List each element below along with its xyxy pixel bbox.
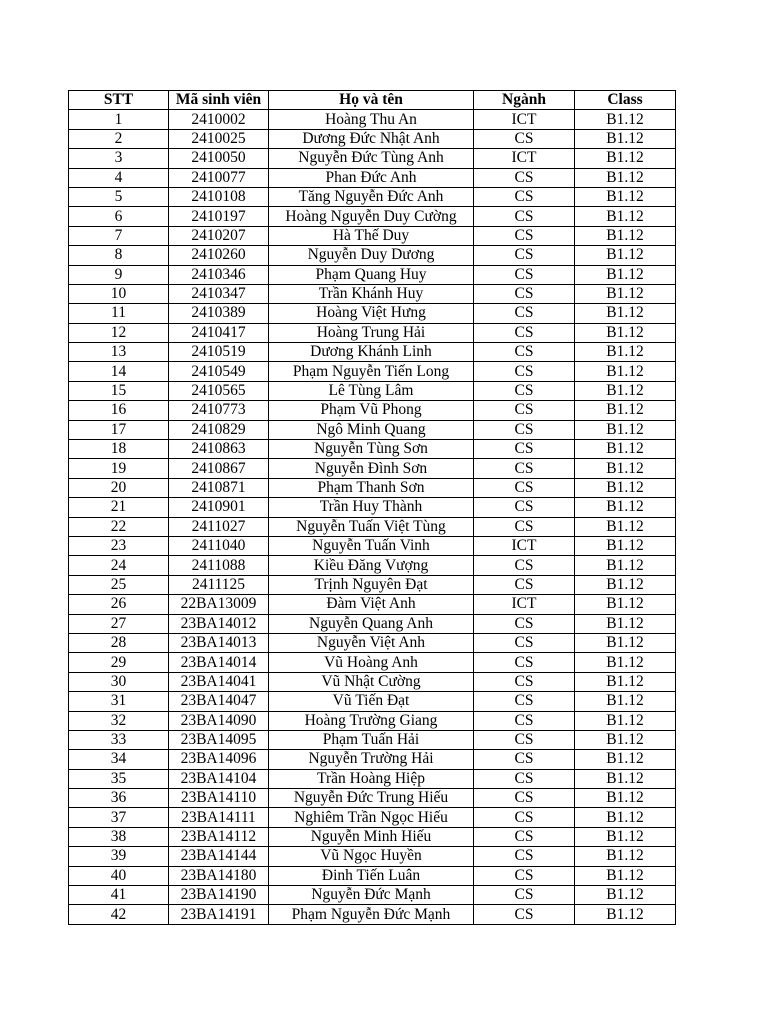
- cell-stt: 19: [69, 459, 169, 478]
- cell-stt: 14: [69, 362, 169, 381]
- table-row: [69, 478, 676, 497]
- table-row: [69, 304, 676, 323]
- cell-student-id: 2410108: [169, 187, 269, 206]
- cell-stt: 25: [69, 575, 169, 594]
- cell-student-id: 2410207: [169, 226, 269, 245]
- cell-full-name: Tăng Nguyễn Đức Anh: [269, 187, 474, 206]
- cell-student-id: 23BA14190: [169, 886, 269, 905]
- cell-major: ICT: [474, 149, 575, 168]
- cell-student-id: 23BA14041: [169, 672, 269, 691]
- cell-student-id: 2410002: [169, 110, 269, 129]
- cell-class: B1.12: [575, 692, 676, 711]
- cell-class: B1.12: [575, 536, 676, 555]
- cell-major: CS: [474, 265, 575, 284]
- cell-student-id: 23BA14014: [169, 653, 269, 672]
- cell-stt: 12: [69, 323, 169, 342]
- cell-full-name: Nguyễn Minh Hiếu: [269, 827, 474, 846]
- cell-major: CS: [474, 692, 575, 711]
- cell-major: CS: [474, 440, 575, 459]
- cell-major: CS: [474, 556, 575, 575]
- table-row: [69, 129, 676, 148]
- table-row: [69, 556, 676, 575]
- cell-student-id: 23BA14111: [169, 808, 269, 827]
- cell-class: B1.12: [575, 149, 676, 168]
- cell-student-id: 23BA14191: [169, 905, 269, 924]
- cell-student-id: 2410549: [169, 362, 269, 381]
- cell-full-name: Nguyễn Quang Anh: [269, 614, 474, 633]
- cell-class: B1.12: [575, 362, 676, 381]
- cell-student-id: 2410773: [169, 401, 269, 420]
- cell-full-name: Ngô Minh Quang: [269, 420, 474, 439]
- cell-major: CS: [474, 808, 575, 827]
- table-row: [69, 769, 676, 788]
- cell-full-name: Phan Đức Anh: [269, 168, 474, 187]
- cell-full-name: Hà Thế Duy: [269, 226, 474, 245]
- cell-stt: 40: [69, 866, 169, 885]
- cell-major: CS: [474, 866, 575, 885]
- cell-full-name: Dương Đức Nhật Anh: [269, 129, 474, 148]
- cell-full-name: Phạm Vũ Phong: [269, 401, 474, 420]
- cell-full-name: Trịnh Nguyên Đạt: [269, 575, 474, 594]
- cell-stt: 39: [69, 847, 169, 866]
- cell-major: CS: [474, 672, 575, 691]
- cell-major: CS: [474, 769, 575, 788]
- cell-stt: 13: [69, 343, 169, 362]
- cell-student-id: 2411088: [169, 556, 269, 575]
- cell-major: CS: [474, 459, 575, 478]
- cell-major: CS: [474, 730, 575, 749]
- cell-class: B1.12: [575, 866, 676, 885]
- cell-full-name: Dương Khánh Linh: [269, 343, 474, 362]
- cell-student-id: 22BA13009: [169, 595, 269, 614]
- cell-student-id: 2410077: [169, 168, 269, 187]
- table-row: [69, 808, 676, 827]
- cell-class: B1.12: [575, 711, 676, 730]
- cell-stt: 38: [69, 827, 169, 846]
- cell-full-name: Phạm Nguyễn Tiến Long: [269, 362, 474, 381]
- table-row: [69, 381, 676, 400]
- cell-class: B1.12: [575, 401, 676, 420]
- cell-student-id: 23BA14012: [169, 614, 269, 633]
- cell-class: B1.12: [575, 789, 676, 808]
- cell-stt: 33: [69, 730, 169, 749]
- cell-stt: 6: [69, 207, 169, 226]
- cell-stt: 2: [69, 129, 169, 148]
- cell-major: CS: [474, 187, 575, 206]
- table-row: [69, 672, 676, 691]
- cell-student-id: 2410025: [169, 129, 269, 148]
- cell-student-id: 2410829: [169, 420, 269, 439]
- table-row: [69, 517, 676, 536]
- cell-student-id: 2411040: [169, 536, 269, 555]
- cell-major: CS: [474, 343, 575, 362]
- cell-major: CS: [474, 614, 575, 633]
- cell-class: B1.12: [575, 246, 676, 265]
- cell-student-id: 2411027: [169, 517, 269, 536]
- cell-full-name: Đàm Việt Anh: [269, 595, 474, 614]
- cell-class: B1.12: [575, 187, 676, 206]
- cell-stt: 3: [69, 149, 169, 168]
- cell-stt: 1: [69, 110, 169, 129]
- cell-student-id: 2410346: [169, 265, 269, 284]
- cell-major: CS: [474, 284, 575, 303]
- cell-stt: 15: [69, 381, 169, 400]
- table-row: [69, 692, 676, 711]
- cell-full-name: Hoàng Trung Hải: [269, 323, 474, 342]
- cell-class: B1.12: [575, 207, 676, 226]
- cell-full-name: Nghiêm Trần Ngọc Hiếu: [269, 808, 474, 827]
- cell-full-name: Nguyễn Trường Hải: [269, 750, 474, 769]
- table-row: [69, 827, 676, 846]
- cell-class: B1.12: [575, 633, 676, 652]
- cell-stt: 17: [69, 420, 169, 439]
- cell-major: ICT: [474, 536, 575, 555]
- cell-major: CS: [474, 711, 575, 730]
- table-row: [69, 110, 676, 129]
- header-stt: STT: [69, 91, 169, 110]
- cell-major: ICT: [474, 595, 575, 614]
- table-row: [69, 730, 676, 749]
- cell-stt: 24: [69, 556, 169, 575]
- cell-full-name: Phạm Quang Huy: [269, 265, 474, 284]
- cell-student-id: 23BA14144: [169, 847, 269, 866]
- cell-stt: 10: [69, 284, 169, 303]
- cell-major: ICT: [474, 110, 575, 129]
- cell-full-name: Hoàng Trường Giang: [269, 711, 474, 730]
- cell-class: B1.12: [575, 730, 676, 749]
- cell-full-name: Lê Tùng Lâm: [269, 381, 474, 400]
- header-row: [69, 91, 676, 110]
- cell-student-id: 2410347: [169, 284, 269, 303]
- table-row: [69, 168, 676, 187]
- table-row: [69, 459, 676, 478]
- cell-student-id: 23BA14112: [169, 827, 269, 846]
- table-row: [69, 575, 676, 594]
- cell-stt: 36: [69, 789, 169, 808]
- table-row: [69, 711, 676, 730]
- table-row: [69, 789, 676, 808]
- cell-stt: 9: [69, 265, 169, 284]
- table-body: [69, 110, 676, 924]
- cell-major: CS: [474, 498, 575, 517]
- cell-stt: 21: [69, 498, 169, 517]
- table-row: [69, 265, 676, 284]
- cell-stt: 34: [69, 750, 169, 769]
- cell-full-name: Kiều Đăng Vượng: [269, 556, 474, 575]
- cell-full-name: Nguyễn Đức Tùng Anh: [269, 149, 474, 168]
- cell-major: CS: [474, 362, 575, 381]
- cell-full-name: Vũ Hoàng Anh: [269, 653, 474, 672]
- cell-student-id: 23BA14090: [169, 711, 269, 730]
- cell-class: B1.12: [575, 420, 676, 439]
- table-row: [69, 187, 676, 206]
- cell-major: CS: [474, 847, 575, 866]
- header-full-name: Họ và tên: [269, 91, 474, 110]
- cell-major: CS: [474, 789, 575, 808]
- cell-major: CS: [474, 420, 575, 439]
- cell-stt: 27: [69, 614, 169, 633]
- cell-stt: 16: [69, 401, 169, 420]
- cell-class: B1.12: [575, 343, 676, 362]
- cell-class: B1.12: [575, 459, 676, 478]
- cell-major: CS: [474, 575, 575, 594]
- cell-class: B1.12: [575, 478, 676, 497]
- cell-class: B1.12: [575, 750, 676, 769]
- cell-full-name: Nguyễn Tuấn Việt Tùng: [269, 517, 474, 536]
- cell-student-id: 2410519: [169, 343, 269, 362]
- cell-student-id: 2411125: [169, 575, 269, 594]
- cell-major: CS: [474, 226, 575, 245]
- cell-class: B1.12: [575, 653, 676, 672]
- table-row: [69, 362, 676, 381]
- table-row: [69, 847, 676, 866]
- header-major: Ngành: [474, 91, 575, 110]
- cell-stt: 42: [69, 905, 169, 924]
- cell-stt: 20: [69, 478, 169, 497]
- cell-student-id: 23BA14095: [169, 730, 269, 749]
- cell-student-id: 2410871: [169, 478, 269, 497]
- cell-major: CS: [474, 304, 575, 323]
- table-header: [69, 91, 676, 110]
- cell-class: B1.12: [575, 556, 676, 575]
- cell-full-name: Đinh Tiến Luân: [269, 866, 474, 885]
- cell-stt: 35: [69, 769, 169, 788]
- cell-class: B1.12: [575, 284, 676, 303]
- cell-full-name: Vũ Nhật Cường: [269, 672, 474, 691]
- cell-major: CS: [474, 323, 575, 342]
- table-row: [69, 207, 676, 226]
- table-row: [69, 401, 676, 420]
- cell-full-name: Phạm Thanh Sơn: [269, 478, 474, 497]
- table-row: [69, 653, 676, 672]
- cell-stt: 18: [69, 440, 169, 459]
- cell-stt: 7: [69, 226, 169, 245]
- table-row: [69, 750, 676, 769]
- cell-major: CS: [474, 886, 575, 905]
- cell-full-name: Vũ Ngọc Huyền: [269, 847, 474, 866]
- cell-student-id: 23BA14104: [169, 769, 269, 788]
- cell-stt: 30: [69, 672, 169, 691]
- cell-stt: 8: [69, 246, 169, 265]
- cell-student-id: 2410901: [169, 498, 269, 517]
- cell-major: CS: [474, 207, 575, 226]
- cell-class: B1.12: [575, 886, 676, 905]
- cell-major: CS: [474, 381, 575, 400]
- cell-class: B1.12: [575, 905, 676, 924]
- cell-student-id: 2410417: [169, 323, 269, 342]
- table-row: [69, 595, 676, 614]
- cell-stt: 23: [69, 536, 169, 555]
- cell-major: CS: [474, 478, 575, 497]
- cell-major: CS: [474, 129, 575, 148]
- cell-stt: 5: [69, 187, 169, 206]
- table-row: [69, 343, 676, 362]
- cell-student-id: 23BA14180: [169, 866, 269, 885]
- cell-student-id: 2410050: [169, 149, 269, 168]
- cell-full-name: Trần Hoàng Hiệp: [269, 769, 474, 788]
- cell-major: CS: [474, 827, 575, 846]
- cell-major: CS: [474, 653, 575, 672]
- cell-class: B1.12: [575, 110, 676, 129]
- cell-class: B1.12: [575, 265, 676, 284]
- cell-class: B1.12: [575, 808, 676, 827]
- cell-full-name: Nguyễn Đức Trung Hiếu: [269, 789, 474, 808]
- cell-full-name: Trần Khánh Huy: [269, 284, 474, 303]
- cell-stt: 29: [69, 653, 169, 672]
- cell-full-name: Nguyễn Đình Sơn: [269, 459, 474, 478]
- cell-major: CS: [474, 246, 575, 265]
- cell-student-id: 23BA14110: [169, 789, 269, 808]
- cell-class: B1.12: [575, 827, 676, 846]
- table-row: [69, 866, 676, 885]
- cell-class: B1.12: [575, 769, 676, 788]
- cell-class: B1.12: [575, 440, 676, 459]
- cell-stt: 37: [69, 808, 169, 827]
- table-row: [69, 440, 676, 459]
- cell-class: B1.12: [575, 498, 676, 517]
- table-row: [69, 246, 676, 265]
- cell-class: B1.12: [575, 226, 676, 245]
- cell-full-name: Hoàng Nguyễn Duy Cường: [269, 207, 474, 226]
- cell-full-name: Nguyễn Việt Anh: [269, 633, 474, 652]
- cell-class: B1.12: [575, 129, 676, 148]
- cell-full-name: Hoàng Việt Hưng: [269, 304, 474, 323]
- cell-class: B1.12: [575, 517, 676, 536]
- student-roster-table: [68, 90, 676, 925]
- cell-major: CS: [474, 517, 575, 536]
- cell-student-id: 23BA14096: [169, 750, 269, 769]
- cell-major: CS: [474, 905, 575, 924]
- cell-student-id: 2410260: [169, 246, 269, 265]
- cell-full-name: Nguyễn Đức Mạnh: [269, 886, 474, 905]
- table-row: [69, 149, 676, 168]
- cell-student-id: 23BA14013: [169, 633, 269, 652]
- header-student-id: Mã sinh viên: [169, 91, 269, 110]
- cell-full-name: Nguyễn Tùng Sơn: [269, 440, 474, 459]
- table-row: [69, 614, 676, 633]
- table-row: [69, 633, 676, 652]
- cell-class: B1.12: [575, 304, 676, 323]
- cell-class: B1.12: [575, 381, 676, 400]
- cell-full-name: Trần Huy Thành: [269, 498, 474, 517]
- cell-major: CS: [474, 633, 575, 652]
- cell-student-id: 2410197: [169, 207, 269, 226]
- cell-major: CS: [474, 401, 575, 420]
- cell-full-name: Vũ Tiến Đạt: [269, 692, 474, 711]
- cell-class: B1.12: [575, 672, 676, 691]
- cell-class: B1.12: [575, 595, 676, 614]
- cell-full-name: Nguyễn Tuấn Vinh: [269, 536, 474, 555]
- cell-student-id: 2410565: [169, 381, 269, 400]
- cell-stt: 32: [69, 711, 169, 730]
- cell-class: B1.12: [575, 847, 676, 866]
- cell-class: B1.12: [575, 614, 676, 633]
- table-row: [69, 323, 676, 342]
- cell-student-id: 23BA14047: [169, 692, 269, 711]
- table-row: [69, 420, 676, 439]
- cell-stt: 28: [69, 633, 169, 652]
- cell-full-name: Phạm Tuấn Hải: [269, 730, 474, 749]
- table-row: [69, 905, 676, 924]
- table-row: [69, 284, 676, 303]
- table-row: [69, 886, 676, 905]
- cell-stt: 26: [69, 595, 169, 614]
- cell-class: B1.12: [575, 323, 676, 342]
- cell-full-name: Phạm Nguyễn Đức Mạnh: [269, 905, 474, 924]
- cell-stt: 4: [69, 168, 169, 187]
- cell-student-id: 2410863: [169, 440, 269, 459]
- cell-student-id: 2410867: [169, 459, 269, 478]
- cell-class: B1.12: [575, 168, 676, 187]
- cell-major: CS: [474, 168, 575, 187]
- table-row: [69, 226, 676, 245]
- cell-major: CS: [474, 750, 575, 769]
- cell-stt: 22: [69, 517, 169, 536]
- header-class: Class: [575, 91, 676, 110]
- cell-stt: 41: [69, 886, 169, 905]
- cell-student-id: 2410389: [169, 304, 269, 323]
- cell-full-name: Nguyễn Duy Dương: [269, 246, 474, 265]
- cell-stt: 11: [69, 304, 169, 323]
- cell-class: B1.12: [575, 575, 676, 594]
- table-row: [69, 536, 676, 555]
- cell-stt: 31: [69, 692, 169, 711]
- table-row: [69, 498, 676, 517]
- cell-full-name: Hoàng Thu An: [269, 110, 474, 129]
